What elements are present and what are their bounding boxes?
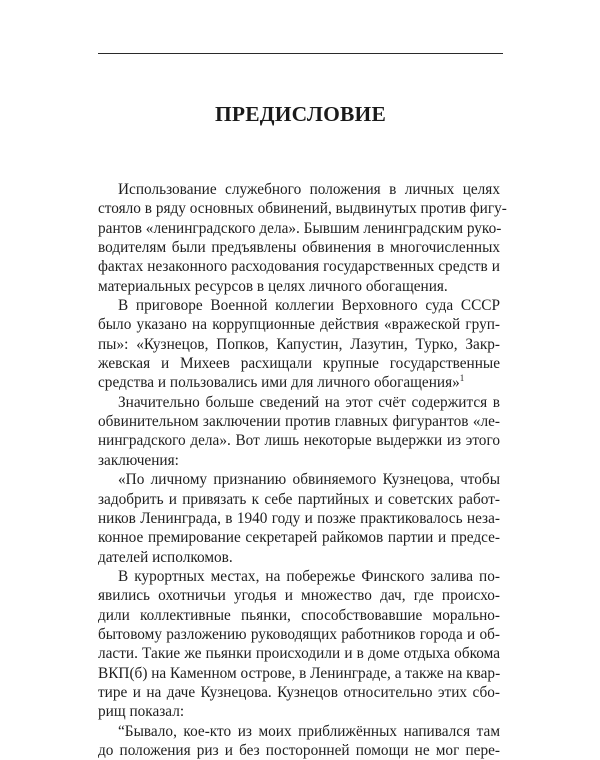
text-line-content: дили коллективные пьянки, способствовавшие морально-	[98, 606, 500, 624]
text-line-content: материальных ресурсов в целях личного обогащения.	[98, 277, 448, 295]
text-line	[98, 548, 500, 567]
text-line	[98, 586, 500, 605]
text-line	[98, 393, 500, 412]
page-title: ПРЕДИСЛОВИЕ	[214, 102, 387, 126]
text-line-content: стояло в ряду основных обвинений, выдвинутых против фигу-	[98, 200, 507, 218]
text-line	[98, 625, 500, 644]
text-line	[98, 528, 500, 547]
text-line-content: жевская и Михеев расхищали крупные государственные	[98, 355, 500, 373]
text-line-content: «По личному признанию обвиняемого Кузнецова, чтобы	[118, 471, 500, 489]
text-line-content: В приговоре Военной коллегии Верховного суда СССР	[118, 297, 500, 315]
text-line-content: средства и пользовались ими для личного обогащения»	[98, 374, 460, 392]
text-line-content: было указано на коррупционные действия «вражеской груп-	[98, 316, 500, 334]
text-line-content: обвинительном заключении против главных фигурантов «ле-	[98, 413, 500, 431]
text-line	[98, 741, 500, 760]
text-line-content: рантов «ленинградского дела». Бывшим ленинградским руко-	[98, 219, 502, 237]
text-line-content: Использование служебного положения в личных целях	[118, 181, 500, 198]
text-line	[98, 257, 500, 276]
text-line	[98, 722, 500, 741]
text-line	[98, 683, 500, 702]
footnote-marker[interactable]: 1	[459, 373, 465, 384]
text-line	[98, 412, 500, 431]
text-line	[98, 219, 500, 238]
text-line	[98, 509, 500, 528]
text-line-content: конное премирование секретарей райкомов партии и предсе-	[98, 529, 500, 547]
text-line	[98, 238, 500, 257]
text-line-content: ласти. Такие же пьянки происходили и в доме отдыха обкома	[98, 645, 500, 663]
text-line-content: задобрить и привязать к себе партийных и советских работ-	[98, 490, 500, 508]
text-line-content: дателей исполкомов.	[98, 548, 233, 566]
text-line-content: Значительно больше сведений на этот счёт содержится в	[118, 393, 500, 411]
text-line-content: пы»: «Кузнецов, Попков, Капустин, Лазутин, Турко, Закр-	[98, 335, 500, 353]
text-line	[98, 431, 500, 450]
text-line-content: бытовому разложению руководящих работников города и об-	[98, 625, 500, 643]
text-line-content: ВКП(б) на Каменном острове, в Ленинграде, а также на квар-	[98, 664, 501, 682]
text-line	[98, 644, 500, 663]
text-line	[98, 490, 500, 509]
text-line-content: нинградского дела». Вот лишь некоторые выдержки из этого	[98, 432, 500, 450]
text-line-content: фактах незаконного расходования государственных средств и	[98, 258, 500, 276]
header-rule	[98, 53, 503, 54]
text-line-content: ников Ленинграда, в 1940 году и позже практиковалось неза-	[98, 509, 500, 527]
text-line	[98, 373, 500, 392]
text-line-content: В курортных местах, на побережье Финского залива по-	[118, 567, 500, 585]
text-line	[98, 354, 500, 373]
text-line-content: водителям были предъявлены обвинения в многочисленных	[98, 239, 500, 257]
body-text	[98, 180, 507, 760]
text-line	[98, 277, 500, 296]
text-line-content: “Бывало, кое-кто из моих приближённых напивался там	[118, 722, 500, 740]
text-line	[98, 335, 500, 354]
text-line-content: рищ показал:	[98, 703, 185, 721]
text-line	[98, 470, 500, 489]
text-line	[98, 606, 500, 625]
text-line	[98, 664, 500, 683]
text-line	[98, 180, 500, 199]
text-line-content: явились охотничьи угодья и множество дач, где происхо-	[98, 587, 500, 605]
text-line	[98, 702, 500, 721]
text-line	[98, 315, 500, 334]
text-line-content: тире и на даче Кузнецова. Кузнецов относительно этих сбо-	[98, 683, 500, 701]
text-line	[98, 296, 500, 315]
text-line	[98, 567, 500, 586]
text-line	[98, 451, 500, 470]
text-line-content: заключения:	[98, 451, 179, 469]
text-line-content: до положения риз и без посторонней помощи не мог пере-	[98, 741, 500, 759]
text-line	[98, 199, 507, 218]
